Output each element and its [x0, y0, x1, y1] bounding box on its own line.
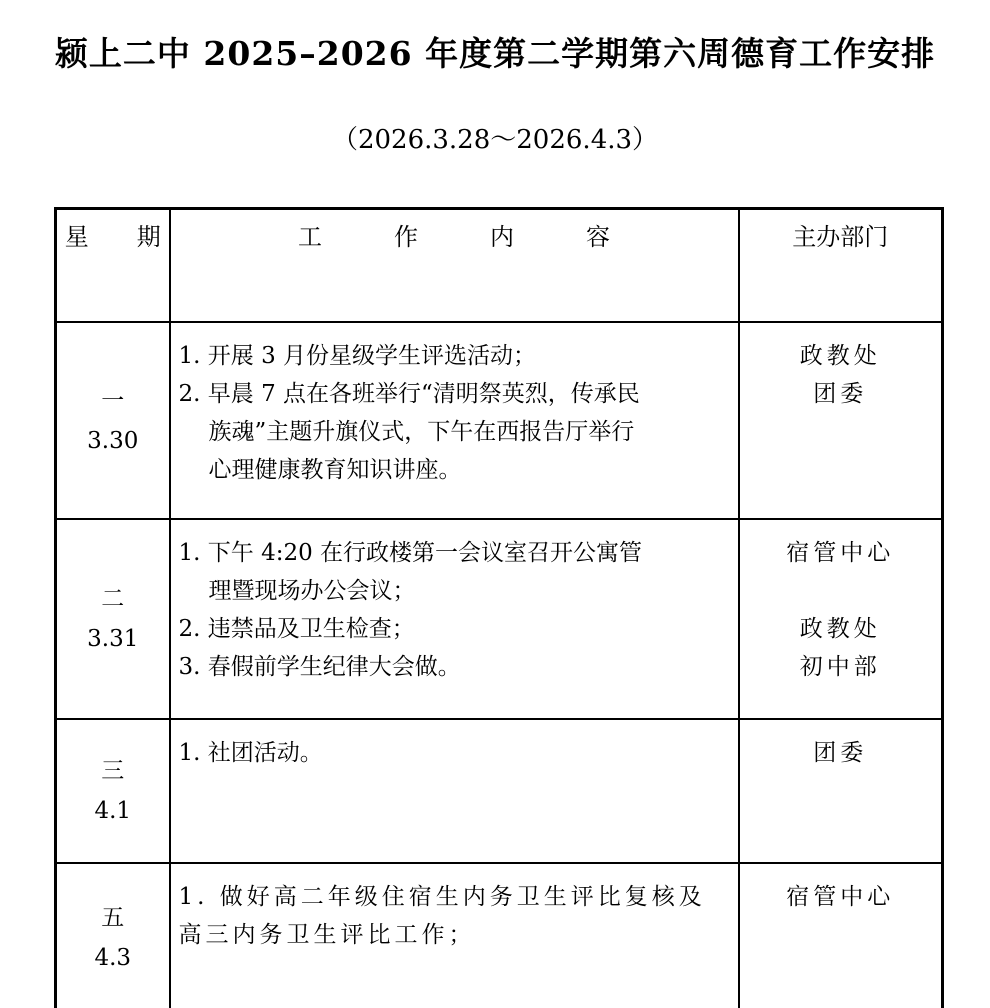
work-item: 1. 社团活动。	[178, 740, 323, 767]
department-label: 宿管中心	[786, 884, 895, 911]
date-range: （2026.3.28～2026.4.3）	[331, 124, 659, 155]
department-cell	[739, 322, 943, 519]
work-item-continuation: 理暨现场办公会议；	[208, 578, 416, 605]
date-label: 4.1	[94, 798, 132, 825]
table-header-row	[56, 209, 943, 323]
work-item: 1. 开展 3 月份星级学生评选活动；	[178, 343, 537, 370]
date-label: 4.3	[94, 944, 132, 971]
work-item: 3. 春假前学生纪律大会做。	[178, 654, 461, 681]
department-cell	[739, 719, 943, 863]
header-day: 星 期	[56, 209, 170, 323]
table-row-monday	[56, 322, 943, 519]
department-label: 团委	[813, 740, 868, 767]
header-work-content: 工 作 内 容	[170, 209, 739, 323]
work-item-continuation: 心理健康教育知识讲座。	[208, 457, 462, 484]
work-item: 2. 违禁品及卫生检查；	[178, 616, 415, 643]
department-label: 宿管中心	[786, 540, 895, 567]
day-cell	[56, 322, 170, 519]
table-row-wednesday	[56, 719, 943, 863]
work-item: 2. 早晨 7 点在各班举行“清明祭英烈，传承民	[178, 381, 640, 408]
day-cell	[56, 519, 170, 719]
weekday-label: 五	[101, 904, 125, 931]
content-cell	[170, 719, 739, 863]
date-label: 3.30	[87, 427, 139, 454]
department-cell	[739, 519, 943, 719]
department-label: 政教处	[799, 343, 881, 370]
day-cell	[56, 719, 170, 863]
work-item: 1. 做好高二年级住宿生内务卫生评比复核及	[178, 884, 706, 911]
day-cell	[56, 863, 170, 1008]
schedule-table	[54, 207, 944, 1008]
content-cell	[170, 863, 739, 1008]
work-item: 1. 下午 4:20 在行政楼第一会议室召开公寓管	[178, 540, 643, 567]
weekday-label: 二	[101, 586, 125, 613]
department-label: 政教处	[799, 616, 881, 643]
work-item-continuation: 高三内务卫生评比工作；	[178, 922, 476, 949]
department-label: 团委	[813, 381, 868, 408]
date-label: 3.31	[87, 626, 139, 653]
header-department: 主办部门	[739, 209, 943, 323]
content-cell	[170, 519, 739, 719]
department-label: 初中部	[799, 654, 881, 681]
table-row-tuesday	[56, 519, 943, 719]
weekday-label: 一	[101, 387, 125, 414]
department-cell	[739, 863, 943, 1008]
document-title: 颍上二中 2025–2026 年度第二学期第六周德育工作安排	[54, 34, 936, 73]
weekday-label: 三	[101, 758, 125, 785]
content-cell	[170, 322, 739, 519]
work-item-continuation: 族魂”主题升旗仪式，下午在西报告厅举行	[208, 419, 635, 446]
table-row-friday	[56, 863, 943, 1008]
